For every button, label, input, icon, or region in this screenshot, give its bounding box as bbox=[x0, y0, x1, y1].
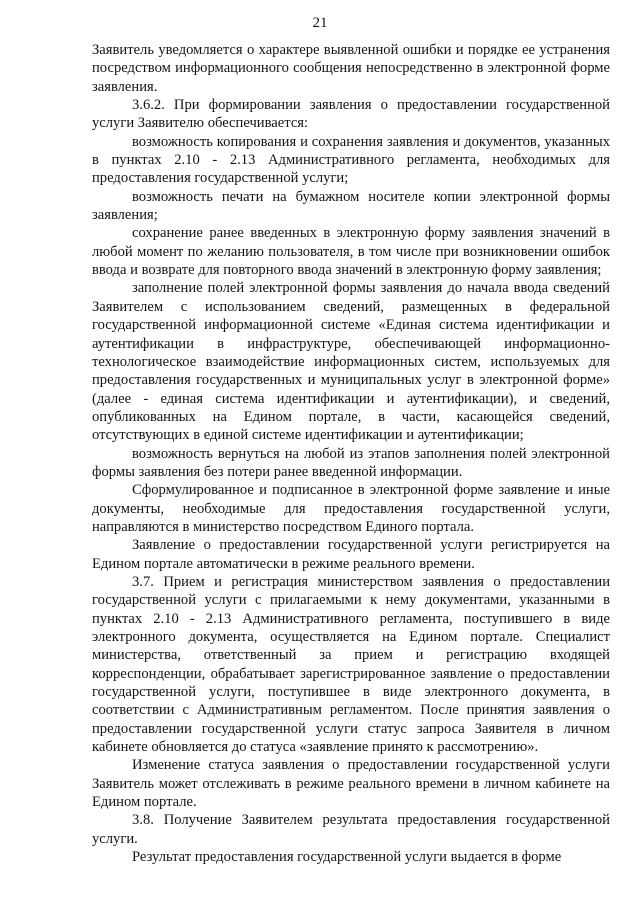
paragraph: возможность копирования и сохранения заявления и документов, указанных в пунктах 2.10 - 2.13 Административного регламента, необходимых для предоставления государственной услуги; bbox=[92, 133, 610, 187]
paragraph: Заявление о предоставлении государственной услуги регистрируется на Едином портале автоматически в режиме реального времени. bbox=[92, 537, 610, 572]
paragraph: 3.6.2. При формировании заявления о предоставлении государственной услуги Заявителю обеспечивается: bbox=[92, 97, 610, 132]
paragraph: Результат предоставления государственной услуги выдается в форме bbox=[132, 849, 562, 866]
paragraph: заполнение полей электронной формы заявления до начала ввода сведений Заявителем с использованием сведений, размещенных в федеральной государственной информационной системе «Единая система идентификации и аутентификации в инфраструктуре, обеспечивающей информационно-технологическое взаимодействие информационных систем, используемых для предоставления государственных и муниципальных услуг в электронной форме» (далее - единая система идентификации и аутентификации), и сведений, опубликованных на Едином портале, в части, касающейся сведений, отсутствующих в единой системе идентификации и аутентификации; bbox=[92, 280, 610, 444]
paragraph: Заявитель уведомляется о характере выявленной ошибки и порядке ее устранения посредством информационного сообщения непосредственно в электронной форме заявления. bbox=[92, 42, 610, 95]
paragraph: Изменение статуса заявления о предоставлении государственной услуги Заявитель может отслеживать в режиме реального времени в личном кабинете на Едином портале. bbox=[92, 757, 610, 811]
document-body bbox=[92, 41, 610, 866]
paragraph: сохранение ранее введенных в электронную форму заявления значений в любой момент по желанию пользователя, в том числе при возникновении ошибок ввода и возврате для повторного ввода значений в электронную форму заявления; bbox=[92, 225, 610, 279]
paragraph: возможность вернуться на любой из этапов заполнения полей электронной формы заявления без потери ранее введенной информации. bbox=[92, 445, 610, 480]
paragraph: 3.7. Прием и регистрация министерством заявления о предоставлении государственной услуги с прилагаемыми к нему документами, указанными в пунктах 2.10 - 2.13 Административного регламента, поступившего в виде электронного документа, осуществляется на Едином портале. Специалист министерства, ответственный за прием и регистрацию входящей корреспонденции, обрабатывает зарегистрированное заявление о предоставлении государственной услуги, поступившее в виде электронного документа, в соответствии с Административным регламентом. После принятия заявления о предоставлении государственной услуги статус запроса Заявителя в личном кабинете обновляется до статуса «заявление принято к рассмотрению». bbox=[92, 573, 610, 756]
page-number: 21 bbox=[312, 15, 328, 31]
paragraph: Сформулированное и подписанное в электронной форме заявление и иные документы, необходимые для предоставления государственной услуги, направляются в министерство посредством Единого портала. bbox=[92, 482, 610, 535]
paragraph: возможность печати на бумажном носителе копии электронной формы заявления; bbox=[92, 188, 610, 224]
paragraph: 3.8. Получение Заявителем результата предоставления государственной услуги. bbox=[92, 812, 610, 847]
